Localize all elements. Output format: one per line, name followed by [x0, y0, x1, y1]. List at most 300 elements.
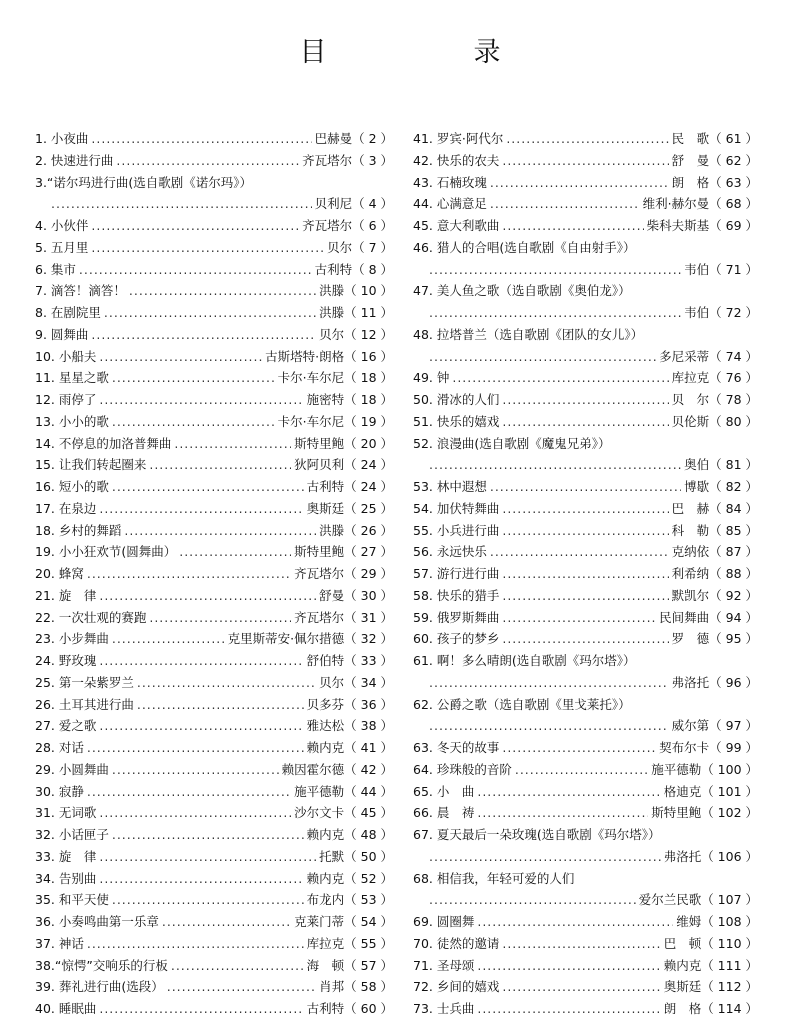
- toc-entry-composer-page: 巴 顿（ 110 ）: [663, 935, 758, 951]
- toc-entry: [413, 280, 758, 302]
- toc-entry: [35, 563, 393, 585]
- toc-entry-composer-page: 库拉克（ 76 ）: [671, 370, 758, 386]
- toc-entry-composer-page: 贝利尼（ 4 ）: [314, 196, 393, 212]
- dot-leader: [99, 389, 303, 411]
- toc-entry-title: 14. 不停息的加洛普舞曲: [35, 435, 172, 451]
- dot-leader: [429, 889, 636, 911]
- toc-entry: [35, 454, 393, 476]
- toc-entry-title: 21. 旋 律: [35, 587, 97, 603]
- toc-entry-composer-page: 斯特里鲍（ 102 ）: [651, 805, 758, 821]
- toc-entry-title: 43. 石楠玫瑰: [413, 174, 487, 190]
- dot-leader: [167, 976, 316, 998]
- toc-entry: [35, 520, 393, 542]
- dot-leader: [502, 737, 656, 759]
- toc-entry-composer-page: 朗 格（ 63 ）: [671, 174, 758, 190]
- dot-leader: [502, 498, 668, 520]
- toc-entry-composer-page: 科 勒（ 85 ）: [671, 522, 758, 538]
- dot-leader: [502, 389, 668, 411]
- toc-entry-continuation: [413, 302, 758, 324]
- toc-entry-title: 9. 圆舞曲: [35, 326, 89, 342]
- dot-leader: [477, 802, 648, 824]
- toc-entry-continuation: [413, 715, 758, 737]
- toc-entry-title: 2. 快速进行曲: [35, 152, 114, 168]
- toc-entry-title: 5. 五月里: [35, 239, 89, 255]
- toc-entry-composer-page: 贝多芬（ 36 ）: [306, 696, 393, 712]
- toc-entry-title: 34. 告别曲: [35, 870, 97, 886]
- dot-leader: [429, 346, 656, 368]
- toc-entry-composer-page: 沙尔文卡（ 45 ）: [294, 805, 393, 821]
- toc-entry: [413, 498, 758, 520]
- toc-entry-composer-page: 克里斯蒂安·佩尔措德（ 32 ）: [227, 631, 393, 647]
- dot-leader: [490, 476, 681, 498]
- toc-entry-title: 48. 拉塔普兰（选自歌剧《团队的女儿》）: [413, 326, 644, 342]
- page-title: 目 录: [299, 37, 561, 68]
- dot-leader: [502, 976, 660, 998]
- dot-leader: [112, 367, 275, 389]
- toc-entry-title: 73. 士兵曲: [413, 1001, 475, 1016]
- toc-entry-composer-page: 格迪克（ 101 ）: [663, 783, 758, 799]
- toc-entry-composer-page: 施平德勒（ 44 ）: [294, 783, 393, 799]
- dot-leader: [477, 998, 660, 1020]
- toc-entry-title: 65. 小 曲: [413, 783, 475, 799]
- dot-leader: [162, 911, 291, 933]
- dot-leader: [502, 215, 643, 237]
- dot-leader: [429, 715, 669, 737]
- toc-entry: [35, 259, 393, 281]
- toc-entry-composer-page: 奥斯廷（ 112 ）: [663, 979, 758, 995]
- dot-leader: [452, 367, 668, 389]
- toc-entry-continuation: [413, 846, 758, 868]
- toc-entry-title: 33. 旋 律: [35, 848, 97, 864]
- toc-entry-title: 10. 小船夫: [35, 348, 97, 364]
- toc-entry-composer-page: 肖邦（ 58 ）: [319, 979, 393, 995]
- dot-leader: [99, 715, 303, 737]
- toc-entry: [35, 367, 393, 389]
- toc-entry: [35, 955, 393, 977]
- toc-entry-composer-page: 贝尔（ 34 ）: [319, 674, 393, 690]
- toc-entry-composer-page: 雅达松（ 38 ）: [306, 718, 393, 734]
- toc-entry-title: 67. 夏天最后一朵玫瑰(选自歌剧《玛尔塔》）: [413, 827, 661, 842]
- toc-entry: [413, 476, 758, 498]
- toc-entry: [35, 737, 393, 759]
- dot-leader: [87, 781, 291, 803]
- dot-leader: [477, 781, 660, 803]
- dot-leader: [91, 128, 311, 150]
- toc-entry-title: 53. 林中遐想: [413, 479, 487, 494]
- toc-entry-title: 52. 浪漫曲(选自歌剧《魔鬼兄弟》）: [413, 435, 611, 451]
- dot-leader: [99, 585, 316, 607]
- dot-leader: [51, 193, 312, 215]
- toc-entry: [413, 781, 758, 803]
- toc-entry: [35, 585, 393, 607]
- toc-entry-title: 30. 寂静: [35, 783, 84, 799]
- dot-leader: [79, 259, 312, 281]
- dot-leader: [149, 607, 291, 629]
- toc-entry: [413, 650, 758, 672]
- toc-entry: [413, 541, 758, 563]
- toc-entry-title: 8. 在剧院里: [35, 305, 101, 320]
- dot-leader: [99, 802, 291, 824]
- toc-entry-composer-page: 洪滕（ 11 ）: [319, 305, 393, 320]
- toc-entry-title: 58. 快乐的猎手: [413, 587, 500, 603]
- toc-entry: [413, 628, 758, 650]
- dot-leader: [502, 520, 668, 542]
- toc-entry: [35, 976, 393, 998]
- toc-entry-title: 69. 圆圈舞: [413, 914, 475, 929]
- toc-entry-title: 24. 野玫瑰: [35, 653, 97, 668]
- toc-entry: [413, 215, 758, 237]
- toc-entry-composer-page: 齐瓦塔尔（ 3 ）: [302, 152, 393, 168]
- dot-leader: [99, 498, 303, 520]
- toc-entry-title: 25. 第一朵紫罗兰: [35, 674, 134, 690]
- toc-entry-composer-page: 利希纳（ 88 ）: [671, 566, 758, 581]
- dot-leader: [506, 128, 668, 150]
- dot-leader: [112, 628, 225, 650]
- dot-leader: [515, 759, 648, 781]
- toc-entry: [413, 520, 758, 542]
- toc-entry-composer-page: 舒曼（ 30 ）: [319, 587, 393, 603]
- dot-leader: [429, 672, 669, 694]
- dot-leader: [477, 955, 660, 977]
- toc-entry-title: 66. 晨 祷: [413, 805, 475, 821]
- toc-entry-composer-page: 赖因霍尔德（ 42 ）: [281, 761, 393, 777]
- toc-entry-title: 49. 钟: [413, 370, 450, 386]
- toc-entry-composer-page: 赖内克（ 111 ）: [663, 957, 758, 973]
- toc-entry: [35, 868, 393, 890]
- toc-entry-composer-page: 奥斯廷（ 25 ）: [306, 500, 393, 516]
- toc-entry: [413, 824, 758, 846]
- dot-leader: [104, 302, 316, 324]
- toc-entry-title: 47. 美人鱼之歌（选自歌剧《奥伯龙》）: [413, 283, 631, 299]
- toc-entry-continuation: [413, 672, 758, 694]
- toc-entry-composer-page: 韦伯（ 71 ）: [684, 261, 758, 277]
- toc-entry-title: 19. 小小狂欢节(圆舞曲）: [35, 544, 177, 560]
- toc-entry-composer-page: 托默（ 50 ）: [319, 848, 393, 864]
- dot-leader: [502, 607, 656, 629]
- toc-entry-title: 41. 罗宾·阿代尔: [413, 131, 504, 146]
- toc-entry-composer-page: 贝尔（ 12 ）: [319, 326, 393, 342]
- dot-leader: [129, 280, 316, 302]
- toc-entry-title: 37. 神话: [35, 935, 84, 951]
- toc-entry-title: 42. 快乐的农夫: [413, 152, 500, 168]
- toc-entry: [35, 128, 393, 150]
- toc-entry-title: 39. 葬礼进行曲(选段）: [35, 979, 164, 995]
- toc-entry: [413, 150, 758, 172]
- toc-entry: [413, 607, 758, 629]
- toc-entry-title: 28. 对话: [35, 740, 84, 755]
- dot-leader: [137, 694, 304, 716]
- dot-leader: [429, 302, 681, 324]
- toc-entry-title: 20. 蜂窝: [35, 566, 84, 581]
- toc-entry-composer-page: 洪滕（ 26 ）: [319, 522, 393, 538]
- toc-entry: [35, 694, 393, 716]
- toc-entry-title: 70. 徒然的邀请: [413, 935, 500, 951]
- toc-entry-composer-page: 巴赫曼（ 2 ）: [314, 131, 393, 146]
- toc-entry-composer-page: 默凯尔（ 92 ）: [671, 587, 758, 603]
- toc-entry-composer-page: 斯特里鲍（ 27 ）: [294, 544, 393, 560]
- toc-entry: [413, 868, 758, 890]
- dot-leader: [87, 563, 291, 585]
- toc-entry: [35, 324, 393, 346]
- dot-leader: [502, 563, 668, 585]
- dot-leader: [490, 172, 669, 194]
- toc-entry-composer-page: 契布尔卡（ 99 ）: [659, 740, 758, 755]
- toc-entry-composer-page: 韦伯（ 72 ）: [684, 305, 758, 320]
- toc-entry: [413, 433, 758, 455]
- toc-entry: [35, 933, 393, 955]
- toc-entry-composer-page: 斯特里鲍（ 20 ）: [294, 435, 393, 451]
- toc-entry: [413, 367, 758, 389]
- toc-entry: [413, 802, 758, 824]
- toc-entry-composer-page: 古利特（ 24 ）: [306, 479, 393, 494]
- toc-entry-continuation: [413, 889, 758, 911]
- dot-leader: [429, 259, 681, 281]
- toc-entry-title: 40. 睡眠曲: [35, 1001, 97, 1016]
- dot-leader: [490, 541, 669, 563]
- toc-entry: [35, 346, 393, 368]
- toc-entry: [35, 889, 393, 911]
- toc-entry-title: 56. 永远快乐: [413, 544, 487, 560]
- dot-leader: [124, 520, 316, 542]
- toc-entry-title: 61. 啊！多么晴朗(选自歌剧《玛尔塔》）: [413, 653, 636, 668]
- toc-entry-title: 71. 圣母颂: [413, 957, 475, 973]
- toc-entry: [35, 411, 393, 433]
- toc-entry: [35, 998, 393, 1020]
- dot-leader: [99, 650, 303, 672]
- toc-entry: [35, 759, 393, 781]
- toc-entry-composer-page: 弗洛托（ 106 ）: [663, 848, 758, 864]
- dot-leader: [91, 324, 316, 346]
- toc-entry-composer-page: 贝伦斯（ 80 ）: [671, 413, 758, 429]
- toc-entry-composer-page: 奥伯（ 81 ）: [684, 457, 758, 473]
- toc-entry-title: 3.“诺尔玛进行曲(选自歌剧《诺尔玛》）: [35, 174, 253, 190]
- toc-entry: [35, 476, 393, 498]
- toc-entry: [413, 694, 758, 716]
- toc-entry: [35, 781, 393, 803]
- toc-entry: [413, 237, 758, 259]
- toc-entry-composer-page: 古斯塔特·朗格（ 16 ）: [265, 348, 393, 364]
- toc-entry-title: 1. 小夜曲: [35, 131, 89, 146]
- toc-entry-composer-page: 狄阿贝利（ 24 ）: [294, 457, 393, 473]
- toc-entry: [413, 389, 758, 411]
- toc-entry-composer-page: 贝 尔（ 78 ）: [671, 392, 758, 407]
- toc-entry-composer-page: 库拉克（ 55 ）: [306, 935, 393, 951]
- toc-entry: [413, 911, 758, 933]
- toc-entry-title: 18. 乡村的舞蹈: [35, 522, 122, 538]
- toc-entry-composer-page: 维姆（ 108 ）: [676, 914, 758, 929]
- toc-entry: [35, 824, 393, 846]
- toc-entry-title: 63. 冬天的故事: [413, 740, 500, 755]
- toc-entry: [413, 193, 758, 215]
- toc-entry-continuation: [413, 346, 758, 368]
- toc-entry-title: 26. 土耳其进行曲: [35, 696, 134, 712]
- dot-leader: [112, 889, 304, 911]
- toc-entry-composer-page: 齐瓦塔尔（ 6 ）: [302, 218, 393, 233]
- toc-entry-continuation: [413, 454, 758, 476]
- dot-leader: [179, 541, 291, 563]
- toc-entry-composer-page: 古利特（ 60 ）: [306, 1001, 393, 1016]
- toc-entry-title: 51. 快乐的嬉戏: [413, 413, 500, 429]
- toc-entry-title: 15. 让我们转起圈来: [35, 457, 147, 473]
- dot-leader: [99, 998, 303, 1020]
- toc-entry-title: 17. 在泉边: [35, 500, 97, 516]
- toc-entry-composer-page: 海 顿（ 57 ）: [306, 957, 393, 973]
- toc-entry-composer-page: 舒伯特（ 33 ）: [306, 653, 393, 668]
- toc-entry-title: 54. 加伏特舞曲: [413, 500, 500, 516]
- toc-entry: [35, 280, 393, 302]
- dot-leader: [174, 433, 291, 455]
- toc-entry-title: 46. 猎人的合唱(选自歌剧《自由射手》）: [413, 239, 636, 255]
- toc-entry-title: 13. 小小的歌: [35, 413, 109, 429]
- toc-entry-composer-page: 爱尔兰民歌（ 107 ）: [638, 892, 758, 908]
- toc-entry-composer-page: 民 歌（ 61 ）: [671, 131, 758, 146]
- toc-entry: [413, 933, 758, 955]
- toc-entry: [35, 846, 393, 868]
- toc-entry-composer-page: 多尼采蒂（ 74 ）: [659, 348, 758, 364]
- toc-entry: [35, 433, 393, 455]
- toc-entry: [35, 541, 393, 563]
- toc-entry: [35, 172, 393, 194]
- toc-entry-composer-page: 赖内克（ 48 ）: [306, 827, 393, 842]
- dot-leader: [112, 824, 304, 846]
- toc-entry-composer-page: 古利特（ 8 ）: [314, 261, 393, 277]
- toc-entry-title: 68. 相信我，年轻可爱的人们: [413, 870, 575, 886]
- toc-entry-title: 6. 集市: [35, 261, 76, 277]
- toc-entry: [35, 302, 393, 324]
- toc-entry-title: 60. 孩子的梦乡: [413, 631, 500, 647]
- toc-entry: [413, 976, 758, 998]
- dot-leader: [490, 193, 640, 215]
- toc-entry-composer-page: 朗 格（ 114 ）: [663, 1001, 758, 1016]
- toc-entry-title: 45. 意大利歌曲: [413, 218, 500, 233]
- toc-entry-title: 29. 小圆舞曲: [35, 761, 109, 777]
- toc-entry-title: 35. 和平天使: [35, 892, 109, 908]
- toc-entry-title: 57. 游行进行曲: [413, 566, 500, 581]
- toc-entry: [413, 759, 758, 781]
- dot-leader: [477, 911, 673, 933]
- toc-entry: [35, 672, 393, 694]
- toc-entry: [413, 585, 758, 607]
- toc-entry-composer-page: 贝尔（ 7 ）: [327, 239, 393, 255]
- dot-leader: [502, 933, 660, 955]
- toc-entry-title: 22. 一次壮观的赛跑: [35, 609, 147, 625]
- dot-leader: [137, 672, 316, 694]
- dot-leader: [99, 346, 262, 368]
- dot-leader: [99, 846, 316, 868]
- toc-entry-composer-page: 施平德勒（ 100 ）: [651, 761, 758, 777]
- toc-entry-title: 44. 心满意足: [413, 196, 487, 212]
- toc-entry-composer-page: 罗 德（ 95 ）: [671, 631, 758, 647]
- toc-entry-title: 7. 滴答！滴答！: [35, 283, 126, 299]
- toc-entry: [35, 389, 393, 411]
- toc-entry-title: 23. 小步舞曲: [35, 631, 109, 647]
- dot-leader: [87, 737, 304, 759]
- toc-entry-continuation: [413, 259, 758, 281]
- toc-entry-title: 50. 滑冰的人们: [413, 392, 500, 407]
- dot-leader: [502, 585, 668, 607]
- toc-entry-title: 4. 小伙伴: [35, 218, 89, 233]
- toc-entry-title: 32. 小话匣子: [35, 827, 109, 842]
- toc-entry-title: 64. 珍珠般的音阶: [413, 761, 512, 777]
- dot-leader: [502, 411, 668, 433]
- dot-leader: [91, 237, 324, 259]
- dot-leader: [91, 215, 299, 237]
- dot-leader: [429, 846, 661, 868]
- toc-entry: [413, 955, 758, 977]
- toc-entry: [35, 911, 393, 933]
- toc-entry: [413, 563, 758, 585]
- toc-entry: [413, 128, 758, 150]
- toc-entry: [35, 150, 393, 172]
- toc-entry-composer-page: 赖内克（ 41 ）: [306, 740, 393, 755]
- dot-leader: [502, 628, 668, 650]
- toc-entry-title: 59. 俄罗斯舞曲: [413, 609, 500, 625]
- toc-entry: [35, 237, 393, 259]
- toc-entry-composer-page: 巴 赫（ 84 ）: [671, 500, 758, 516]
- dot-leader: [116, 150, 299, 172]
- toc-entry-composer-page: 民间舞曲（ 94 ）: [659, 609, 758, 625]
- toc-entry: [413, 324, 758, 346]
- toc-entry-title: 11. 星星之歌: [35, 370, 109, 386]
- toc-entry-composer-page: 弗洛托（ 96 ）: [671, 674, 758, 690]
- toc-column-right: [413, 128, 758, 1020]
- toc-entry-composer-page: 卡尔·车尔尼（ 18 ）: [277, 370, 393, 386]
- toc-entry-composer-page: 布龙内（ 53 ）: [306, 892, 393, 908]
- toc-entry-title: 62. 公爵之歌（选自歌剧《里戈莱托》）: [413, 696, 631, 712]
- toc-entry-title: 36. 小奏鸣曲第一乐章: [35, 914, 159, 929]
- dot-leader: [112, 759, 279, 781]
- toc-entry-composer-page: 施密特（ 18 ）: [306, 392, 393, 407]
- toc-entry-composer-page: 威尔第（ 97 ）: [671, 718, 758, 734]
- dot-leader: [87, 933, 304, 955]
- toc-entry-composer-page: 齐瓦塔尔（ 31 ）: [294, 609, 393, 625]
- dot-leader: [99, 868, 303, 890]
- toc-entry: [35, 215, 393, 237]
- toc-entry-composer-page: 洪滕（ 10 ）: [319, 283, 393, 299]
- dot-leader: [112, 411, 275, 433]
- toc-entry-composer-page: 博歇（ 82 ）: [684, 479, 758, 494]
- toc-entry: [413, 172, 758, 194]
- toc-entry-composer-page: 克莱门蒂（ 54 ）: [294, 914, 393, 929]
- toc-entry-title: 16. 短小的歌: [35, 479, 109, 494]
- toc-entry: [35, 628, 393, 650]
- toc-entry-title: 38.“惊愕”交响乐的行板: [35, 957, 168, 973]
- dot-leader: [149, 454, 291, 476]
- toc-entry: [35, 498, 393, 520]
- toc-entry: [35, 802, 393, 824]
- toc-entry-composer-page: 克纳依（ 87 ）: [671, 544, 758, 560]
- dot-leader: [112, 476, 304, 498]
- toc-entry: [35, 715, 393, 737]
- dot-leader: [429, 454, 681, 476]
- toc-entry-title: 55. 小兵进行曲: [413, 522, 500, 538]
- dot-leader: [171, 955, 304, 977]
- toc-entry-title: 31. 无词歌: [35, 805, 97, 821]
- toc-entry-title: 27. 爱之歌: [35, 718, 97, 734]
- toc-entry-composer-page: 维利·赫尔曼（ 68 ）: [642, 196, 758, 212]
- toc-entry-composer-page: 赖内克（ 52 ）: [306, 870, 393, 886]
- toc-entry-title: 72. 乡间的嬉戏: [413, 979, 500, 995]
- toc-entry: [413, 998, 758, 1020]
- toc-column-left: [35, 128, 393, 1020]
- toc-entry-title: 12. 雨停了: [35, 392, 97, 407]
- toc-entry: [413, 737, 758, 759]
- toc-entry: [413, 411, 758, 433]
- toc-entry: [35, 650, 393, 672]
- toc-entry-composer-page: 卡尔·车尔尼（ 19 ）: [277, 413, 393, 429]
- dot-leader: [502, 150, 668, 172]
- toc-entry-composer-page: 柴科夫斯基（ 69 ）: [646, 218, 758, 233]
